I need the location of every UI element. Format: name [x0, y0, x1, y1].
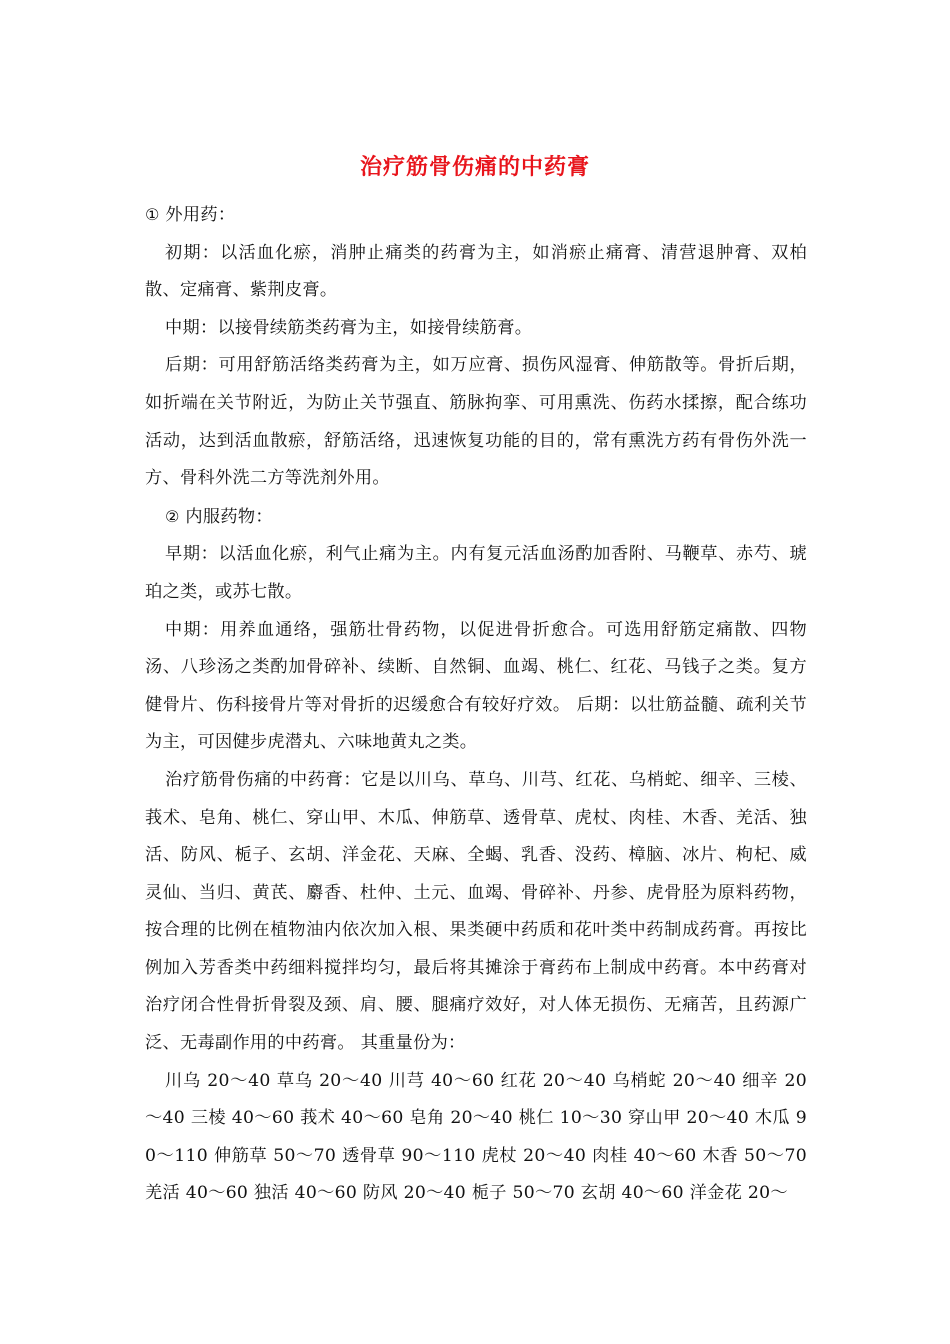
external-heading: [145, 196, 807, 235]
internal-middle-late-paragraph: 中期：用养血通络，强筋壮骨药物，以促进骨折愈合。可选用舒筋定痛散、四物汤、八珍汤之类酌加骨碎补、续断、自然铜、血竭、桃仁、红花、马钱子之类。复方健骨片、伤科接骨片等对骨折的迟缓愈合有较好疗效。 后期：以壮筋益髓、疏利关节为主，可因健步虎潜丸、六味地黄丸之类。: [145, 619, 807, 753]
weights-paragraph: 川乌 20～40 草乌 20～40 川芎 40～60 红花 20～40 乌梢蛇 20～40 细辛 20～40 三棱 40～60 莪术 40～60 皂角 20～40 桃仁 10～30 穿山甲 20～40 木瓜 90～110 伸筋草 50～70 透骨草 90～110 虎杖 20～40 肉桂 40～60 木香 50～70 羌活 40～60 独活 40～60 防风 20～40 栀子 50～70 玄胡 40～60 洋金花 20～: [145, 1070, 807, 1204]
circled-number-1: ①: [145, 205, 160, 224]
external-late-paragraph: 后期：可用舒筋活络类药膏为主，如万应膏、损伤风湿膏、伸筋散等。骨折后期，如折端在关节附近，为防止关节强直、筋脉拘挛、可用熏洗、伤药水揉擦，配合练功活动，达到活血散瘀，舒筋活络，迅速恢复功能的目的，常有熏洗方药有骨伤外洗一方、骨科外洗二方等洗剂外用。: [145, 355, 807, 489]
external-early-paragraph: 初期：以活血化瘀，消肿止痛类的药膏为主，如消瘀止痛膏、清营退肿膏、双柏散、定痛膏、紫荆皮膏。: [145, 242, 807, 301]
internal-heading-text: 内服药物：: [179, 506, 273, 527]
document-body: [145, 196, 807, 1213]
description-paragraph: 治疗筋骨伤痛的中药膏：它是以川乌、草乌、川芎、红花、乌梢蛇、细辛、三棱、莪术、皂角、桃仁、穿山甲、木瓜、伸筋草、透骨草、虎杖、肉桂、木香、羌活、独活、防风、栀子、玄胡、洋金花、天麻、全蝎、乳香、没药、樟脑、冰片、枸杞、威灵仙、当归、黄芪、麝香、杜仲、土元、血竭、骨碎补、丹参、虎骨胫为原料药物，按合理的比例在植物油内依次加入根、果类硬中药质和花叶类中药制成药膏。再按比例加入芳香类中药细料搅拌均匀，最后将其摊涂于膏药布上制成中药膏。本中药膏对治疗闭合性骨折骨裂及颈、肩、腰、腿痛疗效好，对人体无损伤、无痛苦，且药源广泛、无毒副作用的中药膏。 其重量份为：: [145, 769, 807, 1054]
document-title: 治疗筋骨伤痛的中药膏: [359, 154, 590, 180]
external-middle-paragraph: 中期：以接骨续筋类药膏为主，如接骨续筋膏。: [165, 317, 533, 338]
internal-early-paragraph: 早期：以活血化瘀，利气止痛为主。内有复元活血汤酌加香附、马鞭草、赤芍、琥珀之类，或苏七散。: [145, 544, 807, 602]
external-heading-text: 外用药：: [159, 205, 236, 225]
internal-heading: [145, 498, 807, 537]
circled-number-2: ②: [165, 506, 180, 526]
